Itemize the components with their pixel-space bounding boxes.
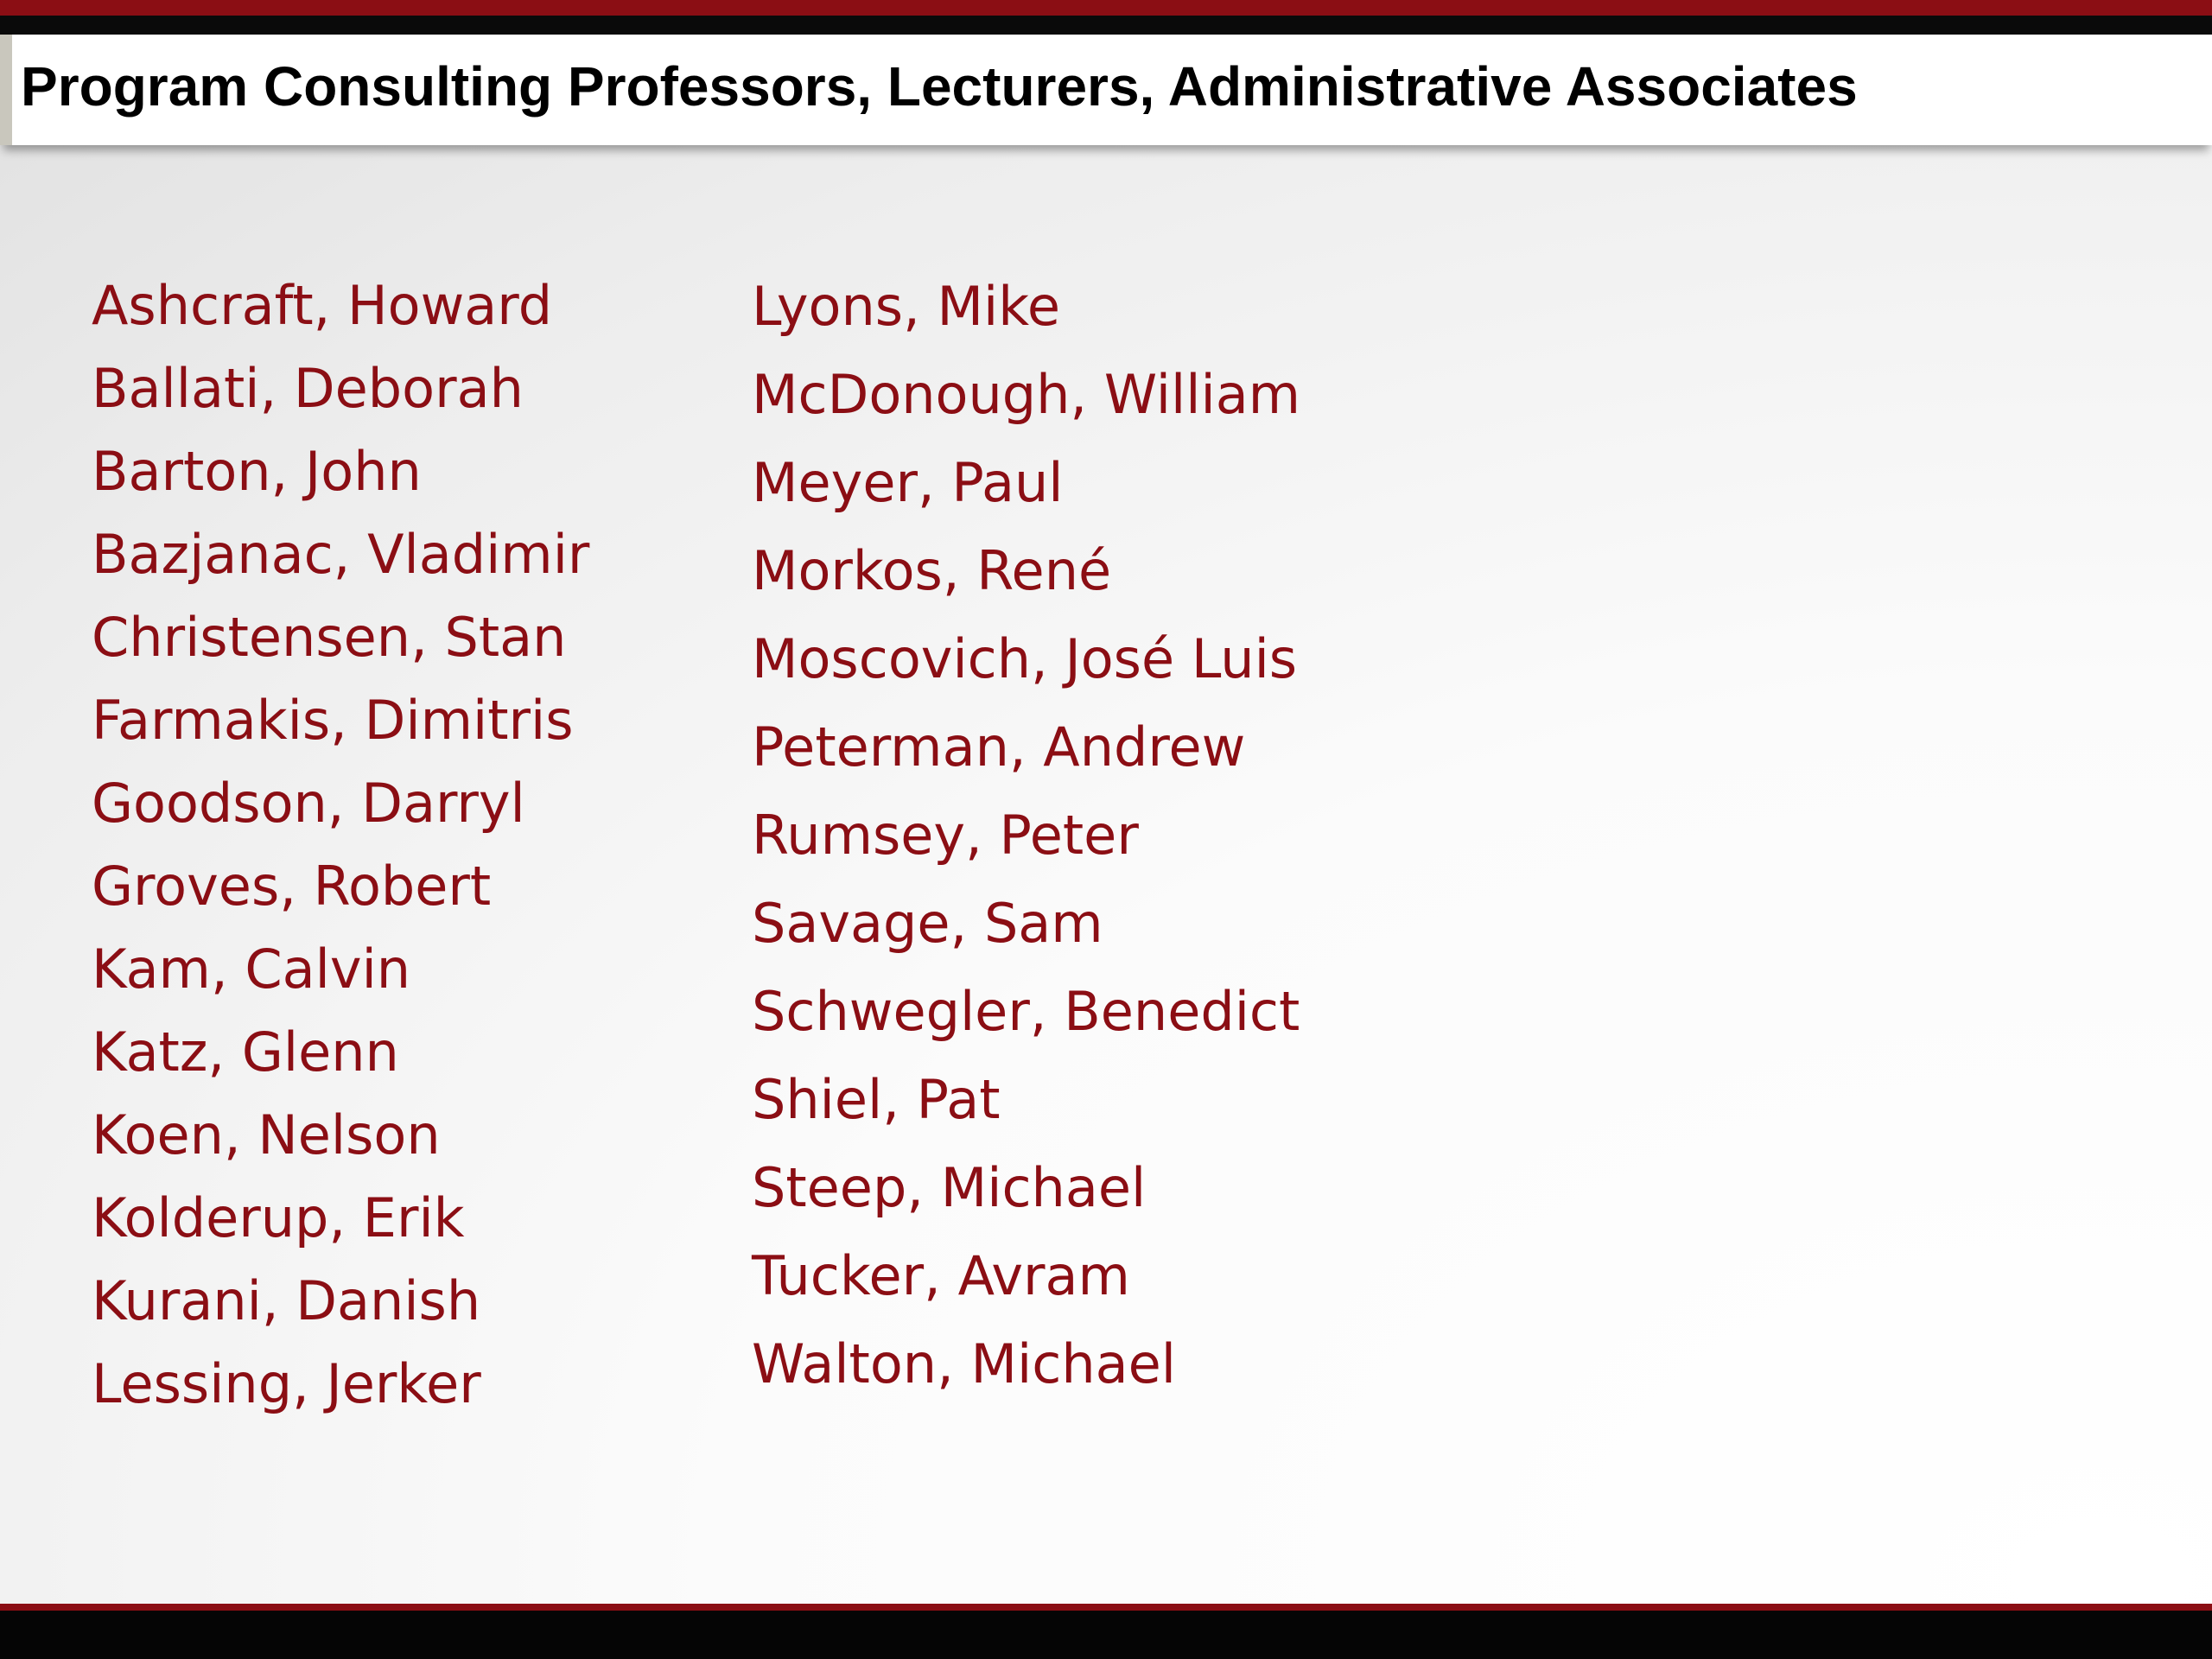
name-item: Rumsey, Peter [752, 804, 1139, 867]
name-item: Bazjanac, Vladimir [92, 523, 590, 586]
name-item: Koen, Nelson [92, 1103, 441, 1166]
name-item: Meyer, Paul [752, 451, 1064, 514]
name-item: Christensen, Stan [92, 606, 567, 669]
name-item: Walton, Michael [752, 1332, 1176, 1395]
name-item: Ballati, Deborah [92, 357, 524, 420]
slide-title: Program Consulting Professors, Lecturers, Administrative Associates [21, 55, 1858, 118]
top-dark-bar [0, 16, 2212, 35]
name-item: McDonough, William [752, 363, 1301, 426]
name-item: Kolderup, Erik [92, 1186, 465, 1249]
name-item: Peterman, Andrew [752, 715, 1246, 779]
name-item: Steep, Michael [752, 1156, 1147, 1219]
name-item: Ashcraft, Howard [92, 274, 553, 337]
names-column-left [92, 264, 589, 1426]
name-item: Schwegler, Benedict [752, 980, 1300, 1043]
name-item: Kam, Calvin [92, 938, 411, 1001]
names-column-right [752, 263, 1300, 1408]
name-item: Moscovich, José Luis [752, 627, 1298, 690]
name-item: Morkos, René [752, 539, 1112, 602]
name-item: Barton, John [92, 440, 422, 503]
name-item: Shiel, Pat [752, 1068, 1001, 1131]
top-accent-bar [0, 0, 2212, 16]
name-item: Tucker, Avram [752, 1244, 1130, 1307]
name-item: Groves, Robert [92, 855, 492, 918]
bottom-dark-bar [0, 1611, 2212, 1659]
name-item: Farmakis, Dimitris [92, 689, 574, 752]
name-item: Katz, Glenn [92, 1020, 399, 1084]
name-item: Savage, Sam [752, 892, 1103, 955]
name-item: Lyons, Mike [752, 275, 1061, 338]
bottom-accent-bar [0, 1604, 2212, 1611]
name-item: Kurani, Danish [92, 1269, 481, 1332]
name-item: Goodson, Darryl [92, 772, 525, 835]
name-item: Lessing, Jerker [92, 1352, 481, 1415]
title-banner [0, 35, 2212, 145]
